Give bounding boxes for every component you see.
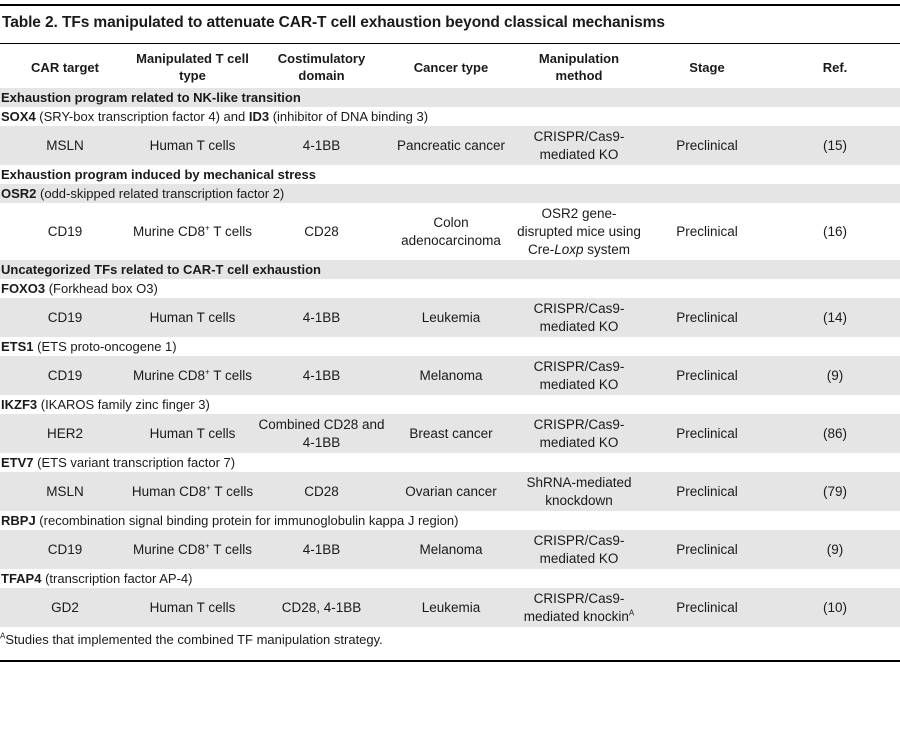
- cell-method: CRISPR/Cas9- mediated KO: [533, 128, 625, 162]
- cell-stage: Preclinical: [676, 309, 738, 325]
- cell-stage: Preclinical: [676, 599, 738, 615]
- cell-ref: (15): [822, 137, 847, 153]
- cell-ref: (79): [822, 483, 847, 499]
- cell-t-cell-type: Human T cells: [149, 309, 236, 325]
- section-header: Uncategorized TFs related to CAR-T cell exhaustion: [0, 260, 900, 279]
- cell-costim-domain: CD28: [304, 223, 339, 239]
- cell-costim-domain: Combined CD28 and 4-1BB: [258, 416, 385, 450]
- table-row: [0, 472, 900, 511]
- cell-stage: Preclinical: [676, 541, 738, 557]
- col-cancer-type: Cancer type: [413, 59, 489, 75]
- cell-ref: (9): [826, 541, 844, 557]
- table-row: [0, 356, 900, 395]
- cell-stage: Preclinical: [676, 137, 738, 153]
- cell-ref: (86): [822, 425, 847, 441]
- cell-t-cell-type: Murine CD8+ T cells: [133, 367, 252, 383]
- cell-method: CRISPR/Cas9- mediated KO: [533, 358, 625, 392]
- table-row: [0, 298, 900, 337]
- gene-label-osr2: OSR2 (odd-skipped related transcription factor 2): [0, 184, 900, 203]
- table-header: [0, 46, 900, 88]
- cell-method: CRISPR/Cas9- mediated KO: [533, 300, 625, 334]
- cell-car-target: CD19: [47, 541, 83, 557]
- cell-car-target: CD19: [47, 367, 83, 383]
- gene-label-tfap4: TFAP4 (transcription factor AP-4): [1, 571, 193, 586]
- cell-costim-domain: CD28: [304, 483, 339, 499]
- cell-t-cell-type: Human T cells: [149, 599, 236, 615]
- cell-car-target: HER2: [46, 425, 83, 441]
- section-header: Exhaustion program induced by mechanical stress: [1, 167, 316, 182]
- cell-t-cell-type: Human CD8+ T cells: [131, 483, 254, 499]
- cell-costim-domain: 4-1BB: [302, 137, 341, 153]
- cell-cancer-type: Leukemia: [421, 599, 481, 615]
- cell-costim-domain: CD28, 4-1BB: [281, 599, 362, 615]
- cell-method: ShRNA-mediated knockdown: [526, 474, 632, 508]
- col-car-target: CAR target: [31, 59, 99, 75]
- bottom-rule: [0, 660, 900, 662]
- cell-cancer-type: Leukemia: [421, 309, 481, 325]
- section-header: Exhaustion program related to NK-like transition: [0, 88, 900, 107]
- cell-stage: Preclinical: [676, 223, 738, 239]
- gene-label-rbpj: RBPJ (recombination signal binding protein for immunoglobulin kappa J region): [1, 513, 459, 528]
- cell-car-target: GD2: [51, 599, 79, 615]
- col-method: Manipulation method: [538, 51, 620, 83]
- top-rule: [0, 4, 900, 6]
- cell-car-target: CD19: [47, 309, 83, 325]
- cell-stage: Preclinical: [676, 367, 738, 383]
- table-row: [0, 530, 900, 569]
- table-row: [0, 588, 900, 627]
- table-title: Table 2. TFs manipulated to attenuate CAR-T cell exhaustion beyond classical mechanisms: [2, 14, 665, 31]
- header-top-rule: [0, 43, 900, 44]
- cell-cancer-type: Pancreatic cancer: [396, 137, 506, 153]
- cell-cancer-type: Melanoma: [419, 541, 483, 557]
- cell-stage: Preclinical: [676, 425, 738, 441]
- table-row: [0, 414, 900, 453]
- cell-cancer-type: Breast cancer: [409, 425, 493, 441]
- col-ref: Ref.: [822, 59, 848, 75]
- table-row: [0, 126, 900, 165]
- gene-label-ikzf3: IKZF3 (IKAROS family zinc finger 3): [1, 397, 210, 412]
- cell-ref: (9): [826, 367, 844, 383]
- cell-costim-domain: 4-1BB: [302, 367, 341, 383]
- gene-label-ets1: ETS1 (ETS proto-oncogene 1): [1, 339, 177, 354]
- gene-label-sox4: SOX4 (SRY-box transcription factor 4) and ID3 (inhibitor of DNA binding 3): [1, 109, 429, 124]
- cell-t-cell-type: Human T cells: [149, 425, 236, 441]
- cell-t-cell-type: Murine CD8+ T cells: [133, 541, 252, 557]
- cell-cancer-type: Ovarian cancer: [405, 483, 497, 499]
- table-row: [0, 203, 900, 260]
- cell-car-target: CD19: [47, 223, 83, 239]
- cell-costim-domain: 4-1BB: [302, 309, 341, 325]
- cell-method: CRISPR/Cas9- mediated knockin$^A$: [523, 590, 635, 624]
- col-t-cell-type: Manipulated T cell type: [136, 51, 249, 83]
- cell-car-target: MSLN: [46, 483, 84, 499]
- cell-t-cell-type: Human T cells: [149, 137, 236, 153]
- gene-label-foxo3: FOXO3 (Forkhead box O3): [1, 281, 158, 296]
- cell-stage: Preclinical: [676, 483, 738, 499]
- cell-car-target: MSLN: [46, 137, 84, 153]
- cell-ref: (10): [822, 599, 847, 615]
- gene-label-etv7: ETV7 (ETS variant transcription factor 7): [1, 455, 236, 470]
- cell-ref: (14): [822, 309, 847, 325]
- cell-method: CRISPR/Cas9- mediated KO: [533, 532, 625, 566]
- cell-method: CRISPR/Cas9- mediated KO: [533, 416, 625, 450]
- table-footnote: $^A$Studies that implemented the combined TF manipulation strategy.: [0, 631, 383, 647]
- col-stage: Stage: [689, 59, 725, 75]
- cell-t-cell-type: Murine CD8+ T cells: [133, 223, 252, 239]
- cell-method: OSR2 gene- disrupted mice using Cre-Loxp system: [517, 205, 641, 257]
- cell-cancer-type: Melanoma: [419, 367, 483, 383]
- cell-ref: (16): [822, 223, 847, 239]
- cell-cancer-type: Colon adenocarcinoma: [401, 214, 501, 248]
- col-costim-domain: Costimulatory domain: [277, 51, 366, 83]
- cell-costim-domain: 4-1BB: [302, 541, 341, 557]
